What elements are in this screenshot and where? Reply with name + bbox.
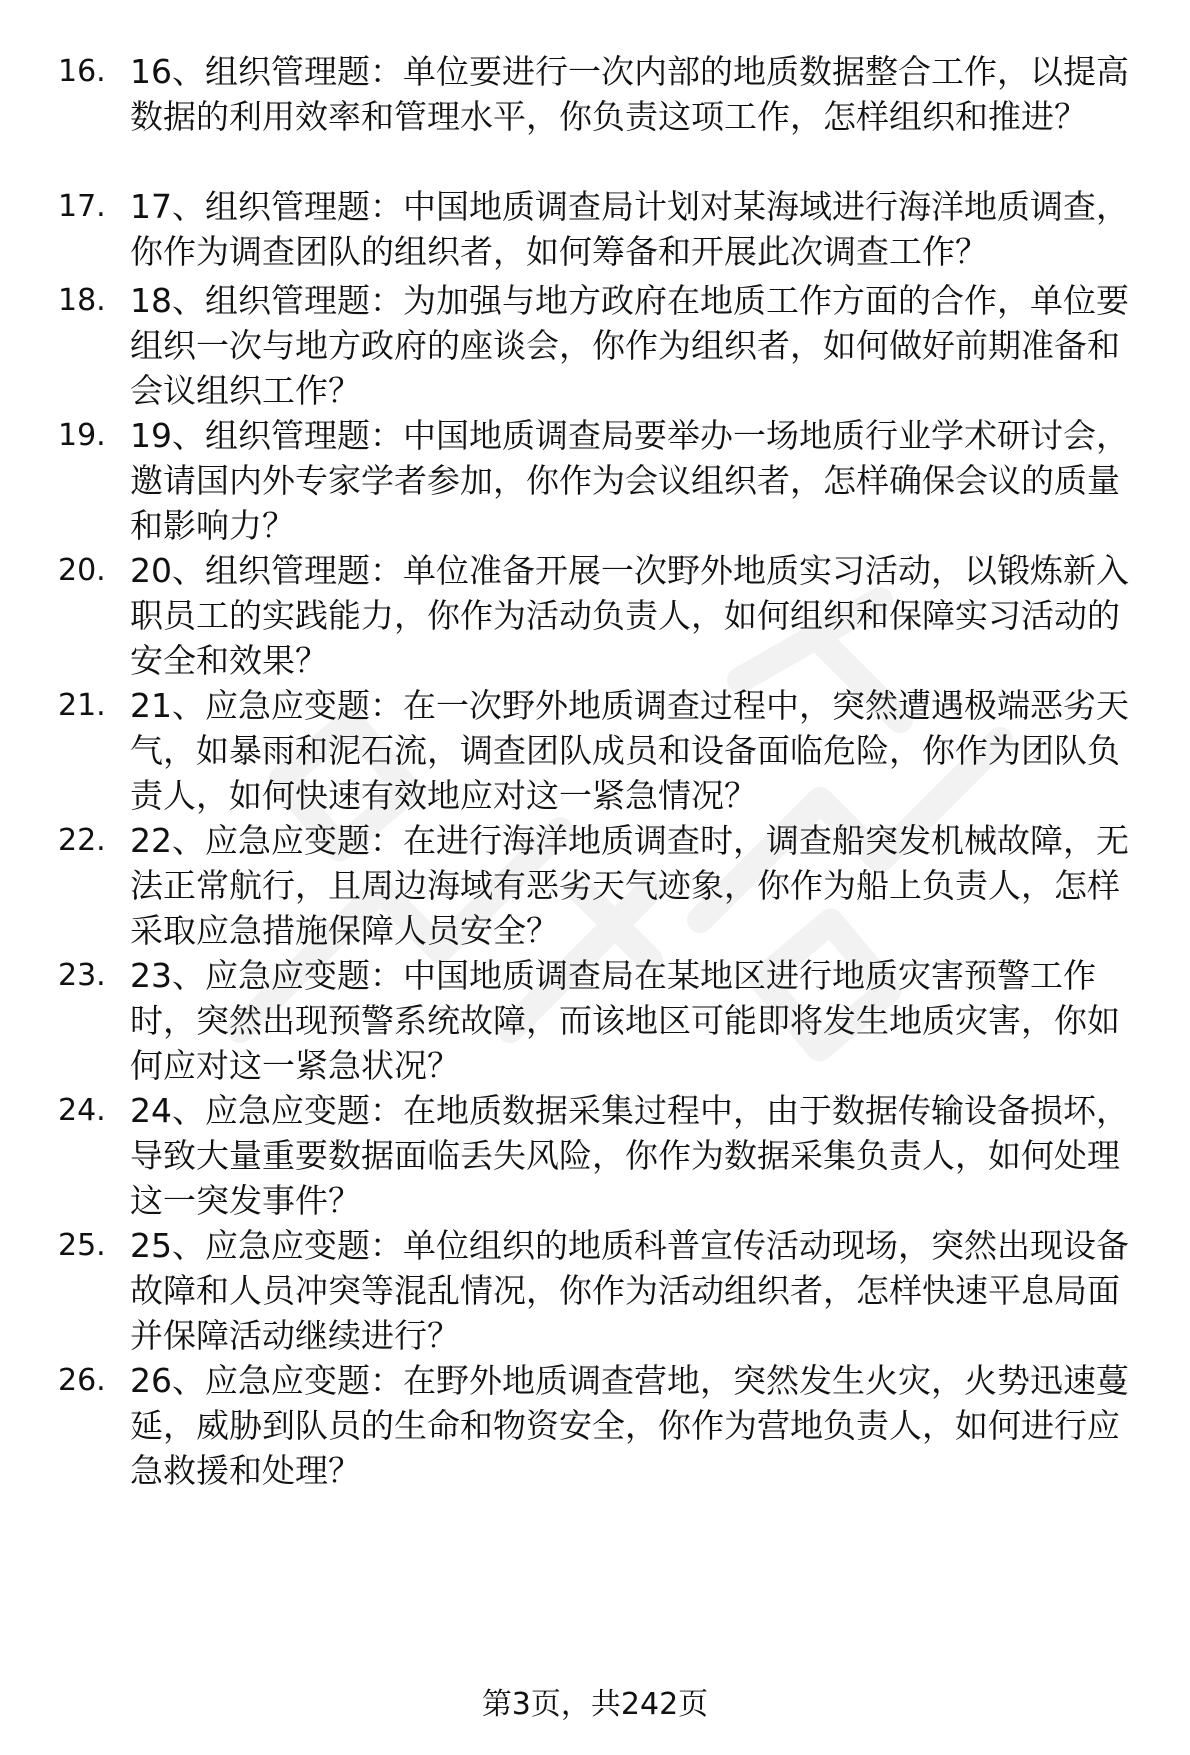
question-text: 16、组织管理题：单位要进行一次内部的地质数据整合工作，以提高数据的利用效率和管理水平，你负责这项工作，怎样组织和推进？ (130, 52, 1129, 136)
question-text: 23、应急应变题：中国地质调查局在某地区进行地质灾害预警工作时，突然出现预警系统故障，而该地区可能即将发生地质灾害，你如何应对这一紧急状况？ (130, 956, 1120, 1085)
question-item (0, 278, 1190, 418)
question-text: 26、应急应变题：在野外地质调查营地，突然发生火灾，火势迅速蔓延，威胁到队员的生命和物资安全，你作为营地负责人，如何进行应急救援和处理？ (130, 1361, 1129, 1490)
question-text: 17、组织管理题：中国地质调查局计划对某海域进行海洋地质调查，你作为调查团队的组织者，如何筹备和开展此次调查工作？ (130, 187, 1129, 271)
question-number: 24. (58, 1093, 106, 1128)
question-number: 23. (58, 958, 106, 993)
question-number: 17. (58, 189, 106, 224)
question-number: 16. (58, 54, 106, 89)
page-footer: 第3页，共242页 (481, 1687, 709, 1722)
question-text: 25、应急应变题：单位组织的地质科普宣传活动现场，突然出现设备故障和人员冲突等混乱情况，你作为活动组织者，怎样快速平息局面并保障活动继续进行？ (130, 1226, 1129, 1355)
question-item (0, 683, 1190, 823)
question-number: 18. (58, 283, 106, 318)
question-number: 19. (58, 418, 106, 453)
question-item (0, 1223, 1190, 1363)
question-text: 22、应急应变题：在进行海洋地质调查时，调查船突发机械故障，无法正常航行，且周边海域有恶劣天气迹象，你作为船上负责人，怎样采取应急措施保障人员安全？ (130, 821, 1129, 950)
question-item (0, 49, 1190, 189)
question-number: 22. (58, 823, 106, 858)
question-text: 19、组织管理题：中国地质调查局要举办一场地质行业学术研讨会，邀请国内外专家学者参加，你作为会议组织者，怎样确保会议的质量和影响力？ (130, 416, 1129, 545)
question-text: 24、应急应变题：在地质数据采集过程中，由于数据传输设备损坏，导致大量重要数据面临丢失风险，你作为数据采集负责人，如何处理这一突发事件？ (130, 1091, 1129, 1220)
question-item (0, 953, 1190, 1093)
question-item (0, 413, 1190, 553)
question-number: 25. (58, 1228, 106, 1263)
question-item (0, 818, 1190, 958)
question-text: 20、组织管理题：单位准备开展一次野外地质实习活动，以锻炼新入职员工的实践能力，你作为活动负责人，如何组织和保障实习活动的安全和效果？ (130, 551, 1129, 680)
question-item (0, 548, 1190, 688)
question-number: 21. (58, 688, 106, 723)
question-item (0, 1358, 1190, 1498)
question-text: 21、应急应变题：在一次野外地质调查过程中，突然遭遇极端恶劣天气，如暴雨和泥石流，调查团队成员和设备面临危险，你作为团队负责人，如何快速有效地应对这一紧急情况？ (130, 686, 1129, 815)
question-text: 18、组织管理题：为加强与地方政府在地质工作方面的合作，单位要组织一次与地方政府的座谈会，你作为组织者，如何做好前期准备和会议组织工作？ (130, 281, 1129, 410)
question-number: 20. (58, 553, 106, 588)
question-item (0, 1088, 1190, 1228)
question-number: 26. (58, 1363, 106, 1398)
